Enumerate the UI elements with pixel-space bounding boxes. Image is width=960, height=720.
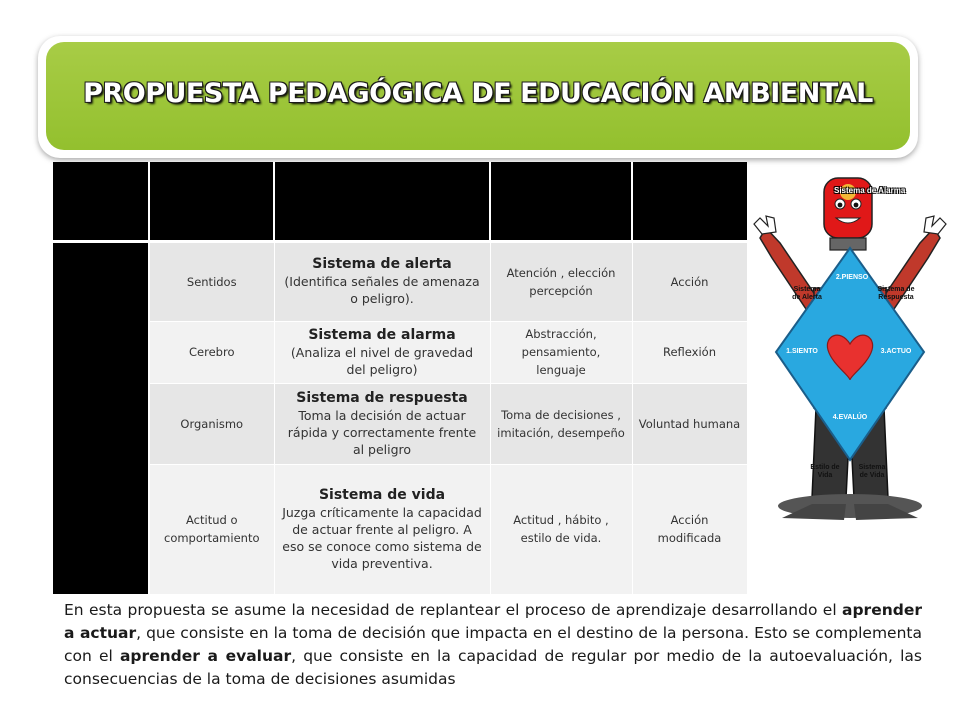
paragraph-emphasis: aprender a actuar: [64, 601, 922, 642]
header-cell: [632, 162, 747, 240]
system-title: Sistema de vida: [318, 486, 446, 503]
row-marker: [53, 321, 149, 383]
cell-result: Voluntad humana: [632, 383, 747, 464]
paragraph-text: , que consiste en la capacidad de regular por medio de la autoevaluación, las consecuencias de la toma de decisiones asumidas: [64, 647, 923, 688]
alarm-figure-illustration: [752, 168, 948, 528]
header-cell: [149, 162, 274, 240]
cell-system: [274, 383, 490, 464]
figure-lifestyle-label: Estilo de Vida: [810, 464, 840, 479]
table-row: [53, 383, 747, 464]
proposal-table: [53, 162, 748, 595]
figure-label: Sistema de Alarma: [834, 186, 906, 195]
table-row: [53, 321, 747, 383]
table-row: [53, 464, 747, 594]
cell-component: Organismo: [149, 383, 274, 464]
row-marker: [53, 243, 149, 321]
system-description: Toma la decisión de actuar rápida y correctamente frente al peligro: [287, 407, 477, 457]
page-title: PROPUESTA PEDAGÓGICA DE EDUCACIÓN AMBIENTAL: [83, 77, 873, 109]
cell-component: Cerebro: [149, 321, 274, 383]
paragraph-text: , que consiste en la toma de decisión que impacta en el destino de la persona. Esto se complementa con el: [64, 624, 922, 665]
cell-process: Abstracción, pensamiento, lenguaje: [490, 321, 632, 383]
paragraph-emphasis: aprender a evaluar: [119, 647, 292, 665]
cell-process: Atención , elección percepción: [490, 243, 632, 321]
figure-step-think: 2.PIENSO: [835, 274, 869, 281]
figure-response-label: Sistema de Respuesta: [877, 286, 915, 301]
cell-system: [274, 243, 490, 321]
system-description: (Identifica señales de amenaza o peligro).: [284, 274, 480, 307]
system-description: (Analiza el nivel de gravedad del peligro): [290, 344, 474, 377]
figure-step-evaluate: 4.EVALÚO: [832, 414, 868, 421]
table-header-row: [53, 162, 747, 240]
cell-result: Reflexión: [632, 321, 747, 383]
row-marker: [53, 464, 149, 594]
figure-step-act: 3.ACTUO: [880, 348, 912, 355]
row-marker: [53, 383, 149, 464]
cell-component: Actitud o comportamiento: [149, 464, 274, 594]
system-description: Juzga críticamente la capacidad de actuar frente al peligro. A eso se conoce como sistema de vida preventiva.: [282, 504, 482, 571]
system-title: Sistema de respuesta: [296, 389, 468, 406]
cell-system: [274, 321, 490, 383]
figure-life-system-label: Sistema de Vida: [858, 464, 886, 479]
title-banner-fill: [46, 42, 910, 150]
cell-result: Acción modificada: [632, 464, 747, 594]
title-banner: [38, 36, 918, 158]
alarm-system-figure: [752, 168, 948, 528]
header-cell: [53, 162, 149, 240]
figure-alert-label: Sistema de Alerta: [792, 286, 822, 301]
system-title: Sistema de alerta: [312, 256, 452, 273]
figure-step-feel: 1.SIENTO: [786, 348, 818, 355]
table-row: [53, 243, 747, 321]
cell-process: Actitud , hábito , estilo de vida.: [490, 464, 632, 594]
cell-result: Acción: [632, 243, 747, 321]
header-cell: [274, 162, 490, 240]
description-paragraph: [64, 599, 922, 691]
paragraph-text: En esta propuesta se asume la necesidad de replantear el proceso de aprendizaje desarrollando el: [64, 601, 842, 619]
cell-process: Toma de decisiones , imitación, desempeño: [490, 383, 632, 464]
header-cell: [490, 162, 632, 240]
system-title: Sistema de alarma: [308, 326, 456, 343]
cell-system: [274, 464, 490, 594]
cell-component: Sentidos: [149, 243, 274, 321]
